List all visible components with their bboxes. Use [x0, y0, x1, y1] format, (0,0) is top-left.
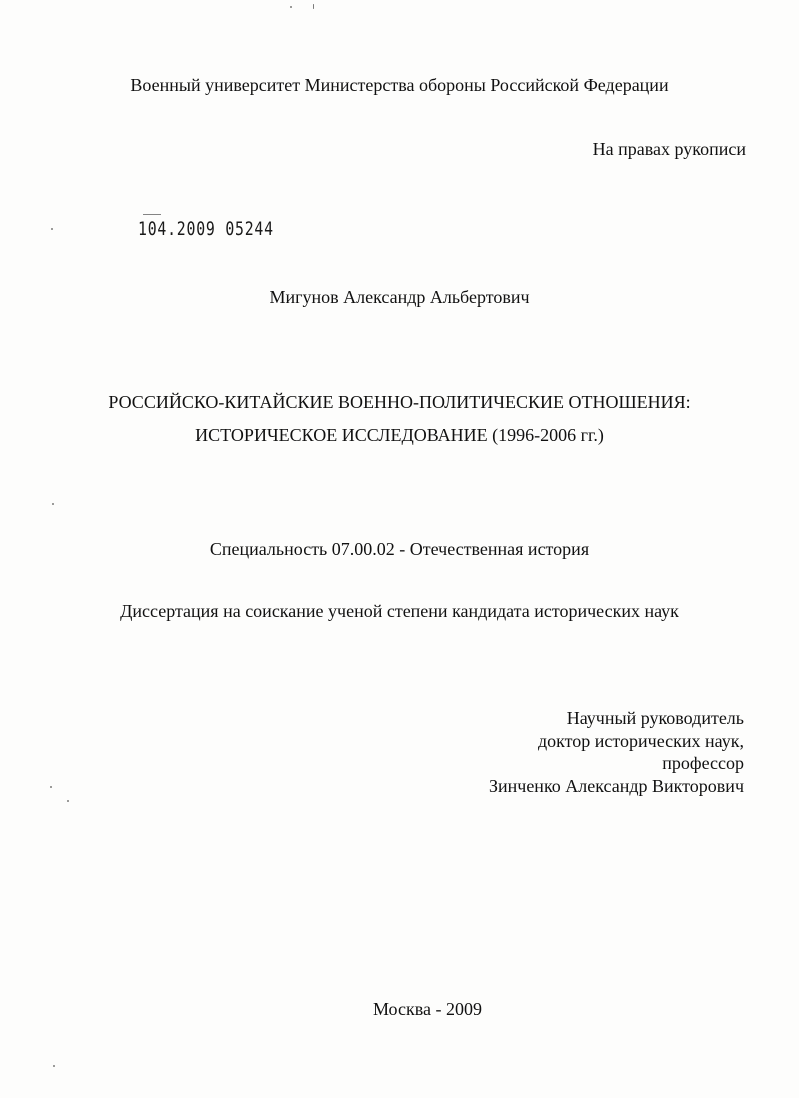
place-year: Москва - 2009: [373, 999, 482, 1019]
title-line-2: ИСТОРИЧЕСКОЕ ИССЛЕДОВАНИЕ (1996-2006 гг.): [195, 425, 604, 445]
degree-line: Диссертация на соискание ученой степени кандидата исторических наук: [120, 601, 679, 621]
institution-name: Военный университет Министерства обороны Российской Федерации: [130, 75, 669, 95]
scan-speck: [313, 4, 314, 9]
supervisor-name: Зинченко Александр Викторович: [488, 776, 744, 796]
manuscript-note: На правах рукописи: [592, 139, 746, 159]
scan-speck: [50, 786, 52, 788]
registry-number-stamp: 104.2009 05244: [138, 218, 274, 240]
scan-speck: [53, 1065, 55, 1067]
supervisor-rank: профессор: [662, 753, 744, 773]
registry-stamp-mark: [143, 214, 161, 215]
supervisor-degree: доктор исторических наук,: [538, 731, 744, 751]
scan-speck: [290, 6, 292, 8]
specialty-line: Специальность 07.00.02 - Отечественная история: [209, 539, 590, 559]
scan-speck: [52, 503, 54, 505]
scan-speck: [51, 228, 53, 230]
scan-speck: [67, 800, 69, 802]
author-name: Мигунов Александр Альбертович: [269, 287, 530, 307]
title-line-1: РОССИЙСКО-КИТАЙСКИЕ ВОЕННО-ПОЛИТИЧЕСКИЕ ОТНОШЕНИЯ:: [108, 392, 691, 412]
supervisor-role: Научный руководитель: [566, 708, 744, 728]
